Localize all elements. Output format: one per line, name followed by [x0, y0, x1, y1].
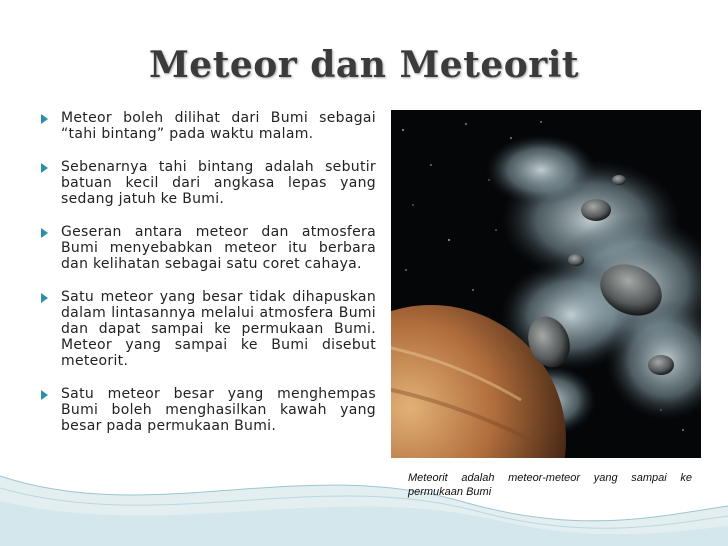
- bullet-item: [40, 110, 376, 142]
- triangle-bullet-icon: [41, 390, 48, 400]
- bullet-item: [40, 386, 376, 434]
- bullet-text: Meteor boleh dilihat dari Bumi sebagai “tahi bintang” pada waktu malam.: [61, 110, 376, 142]
- bullet-list: [40, 110, 376, 451]
- bullet-item: [40, 289, 376, 369]
- triangle-bullet-icon: [41, 114, 48, 124]
- triangle-bullet-icon: [41, 228, 48, 238]
- bullet-text: Satu meteor yang besar tidak dihapuskan dalam lintasannya melalui atmosfera Bumi dan dapat sampai ke permukaan Bumi. Meteor yang sampai ke Bumi disebut meteorit.: [61, 289, 376, 369]
- slide-title: Meteor dan Meteorit: [148, 44, 580, 86]
- bullet-text: Geseran antara meteor dan atmosfera Bumi menyebabkan meteor itu berbara dan kelihatan sebagai satu coret cahaya.: [61, 224, 376, 272]
- triangle-bullet-icon: [41, 163, 48, 173]
- bullet-text: Satu meteor besar yang menghempas Bumi boleh menghasilkan kawah yang besar pada permukaan Bumi.: [61, 386, 376, 434]
- bullet-item: [40, 159, 376, 207]
- bullet-text: Sebenarnya tahi bintang adalah sebutir batuan kecil dari angkasa lepas yang sedang jatuh ke Bumi.: [61, 159, 376, 207]
- bullet-item: [40, 224, 376, 272]
- image-caption: Meteorit adalah meteor-meteor yang sampai ke permukaan Bumi: [408, 472, 692, 498]
- meteor-image: [391, 110, 701, 458]
- triangle-bullet-icon: [41, 293, 48, 303]
